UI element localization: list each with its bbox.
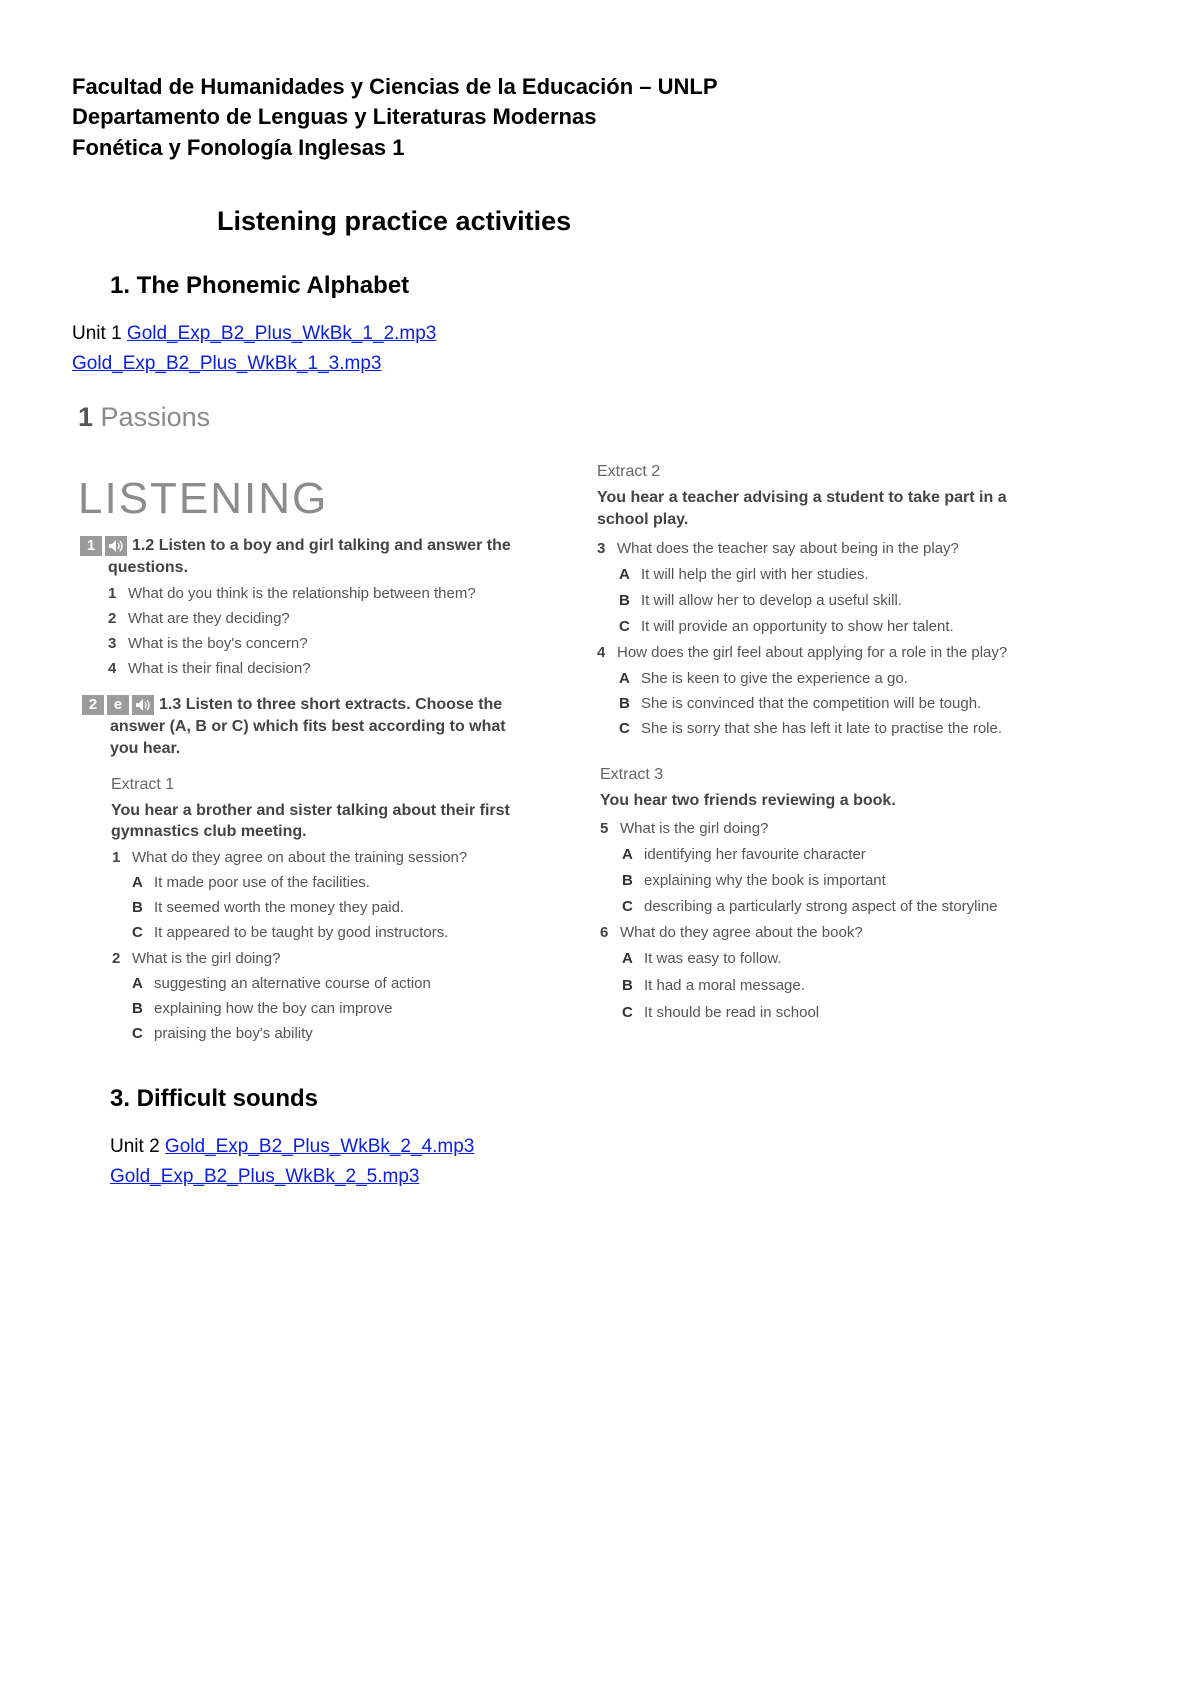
extract-3-intro: You hear two friends reviewing a book. bbox=[600, 792, 896, 809]
unit-title bbox=[78, 402, 210, 433]
answer-option bbox=[132, 998, 392, 1020]
option-letter: C bbox=[132, 1025, 143, 1042]
question-number: 1 bbox=[112, 849, 121, 866]
extract-2-intro-cont: school play. bbox=[597, 511, 689, 528]
e-badge: e bbox=[107, 695, 129, 715]
audio-link-2-5[interactable]: Gold_Exp_B2_Plus_WkBk_2_5.mp3 bbox=[110, 1166, 420, 1187]
exercise-2-instruction-cont: you hear. bbox=[110, 740, 181, 757]
extract-3-label: Extract 3 bbox=[600, 766, 664, 783]
department-line: Departamento de Lenguas y Literaturas Modernas bbox=[72, 104, 597, 129]
exercise-2 bbox=[82, 694, 502, 716]
question-text: What is the girl doing? bbox=[132, 950, 281, 967]
question-text: What is the girl doing? bbox=[620, 820, 769, 837]
unit-label: Unit 2 bbox=[110, 1136, 160, 1157]
question-text: What do they agree about the book? bbox=[620, 924, 863, 941]
option-letter: A bbox=[619, 566, 630, 583]
answer-option bbox=[619, 668, 908, 690]
unit-name: Passions bbox=[100, 402, 211, 432]
answer-option bbox=[622, 896, 998, 918]
option-text: suggesting an alternative course of action bbox=[154, 975, 431, 992]
exercise-1-instruction-cont: questions. bbox=[108, 559, 189, 576]
question-number: 4 bbox=[108, 660, 117, 677]
option-letter: C bbox=[622, 1004, 633, 1021]
option-text: It will allow her to develop a useful skill. bbox=[641, 592, 902, 609]
option-letter: A bbox=[622, 950, 633, 967]
answer-option bbox=[619, 564, 869, 586]
answer-option bbox=[619, 616, 954, 638]
question-text: What do they agree on about the training session? bbox=[132, 849, 468, 866]
exercise-2-instruction-cont: answer (A, B or C) which fits best according to what bbox=[110, 718, 506, 735]
answer-option bbox=[622, 975, 805, 997]
answer-option bbox=[622, 844, 866, 866]
exercise-1 bbox=[80, 535, 511, 557]
question-text: What does the teacher say about being in the play? bbox=[617, 540, 959, 557]
question-text: What do you think is the relationship between them? bbox=[128, 585, 476, 602]
audio-icon bbox=[132, 695, 154, 715]
option-letter: C bbox=[619, 618, 630, 635]
unit-label: Unit 1 bbox=[72, 323, 122, 344]
institution-line: Facultad de Humanidades y Ciencias de la Educación – UNLP bbox=[72, 74, 718, 99]
question bbox=[600, 818, 768, 840]
audio-link-1-3[interactable]: Gold_Exp_B2_Plus_WkBk_1_3.mp3 bbox=[72, 353, 382, 374]
option-letter: B bbox=[619, 592, 630, 609]
listening-heading: LISTENING bbox=[78, 474, 329, 523]
question-text: How does the girl feel about applying for a role in the play? bbox=[617, 644, 1008, 661]
option-text: explaining how the boy can improve bbox=[154, 1000, 393, 1017]
question bbox=[108, 633, 308, 655]
answer-option bbox=[619, 693, 981, 715]
question-number: 2 bbox=[108, 610, 117, 627]
extract-2-label: Extract 2 bbox=[597, 463, 661, 480]
option-letter: A bbox=[622, 846, 633, 863]
option-letter: B bbox=[622, 872, 633, 889]
option-text: identifying her favourite character bbox=[644, 846, 866, 863]
question-text: What is the boy's concern? bbox=[128, 635, 308, 652]
question bbox=[112, 847, 467, 869]
extract-2-intro: You hear a teacher advising a student to take part in a bbox=[597, 489, 1007, 506]
option-text: praising the boy's ability bbox=[154, 1025, 313, 1042]
question-number: 2 bbox=[112, 950, 121, 967]
answer-option bbox=[619, 718, 1002, 740]
answer-option bbox=[622, 870, 886, 892]
option-letter: B bbox=[622, 977, 633, 994]
audio-icon bbox=[105, 536, 127, 556]
section-3-links-line1 bbox=[110, 1136, 474, 1158]
answer-option bbox=[132, 897, 404, 919]
question bbox=[108, 658, 311, 680]
section-1-links-line1 bbox=[72, 323, 436, 345]
question-text: What is their final decision? bbox=[128, 660, 311, 677]
option-text: explaining why the book is important bbox=[644, 872, 886, 889]
question-number: 3 bbox=[597, 540, 606, 557]
option-text: It will help the girl with her studies. bbox=[641, 566, 869, 583]
unit-number: 1 bbox=[78, 402, 94, 432]
answer-option bbox=[622, 948, 782, 970]
option-text: It seemed worth the money they paid. bbox=[154, 899, 405, 916]
answer-option bbox=[132, 1023, 313, 1045]
option-letter: C bbox=[619, 720, 630, 737]
question bbox=[112, 948, 280, 970]
option-text: It had a moral message. bbox=[644, 977, 805, 994]
question bbox=[108, 583, 476, 605]
answer-option bbox=[619, 590, 902, 612]
option-text: It was easy to follow. bbox=[644, 950, 782, 967]
course-line: Fonética y Fonología Inglesas 1 bbox=[72, 135, 405, 160]
section-1-links-line2 bbox=[72, 353, 381, 375]
answer-option bbox=[132, 973, 431, 995]
option-letter: C bbox=[132, 924, 143, 941]
question-number: 1 bbox=[108, 585, 117, 602]
question bbox=[597, 642, 1007, 664]
option-text: It will provide an opportunity to show her talent. bbox=[641, 618, 954, 635]
section-1-heading: 1. The Phonemic Alphabet bbox=[110, 272, 410, 299]
question-number: 6 bbox=[600, 924, 609, 941]
answer-option bbox=[132, 872, 370, 894]
extract-1-intro-cont: gymnastics club meeting. bbox=[111, 823, 307, 840]
question bbox=[108, 608, 290, 630]
question bbox=[600, 922, 863, 944]
option-text: She is convinced that the competition will be tough. bbox=[641, 695, 982, 712]
option-letter: B bbox=[132, 1000, 143, 1017]
option-letter: A bbox=[132, 975, 143, 992]
question-text: What are they deciding? bbox=[128, 610, 290, 627]
option-letter: B bbox=[132, 899, 143, 916]
audio-link-2-4[interactable]: Gold_Exp_B2_Plus_WkBk_2_4.mp3 bbox=[164, 1136, 475, 1157]
option-text: describing a particularly strong aspect of the storyline bbox=[644, 898, 998, 915]
option-text: It should be read in school bbox=[644, 1004, 820, 1021]
audio-link-1-2[interactable]: Gold_Exp_B2_Plus_WkBk_1_2.mp3 bbox=[126, 323, 437, 344]
question-number: 4 bbox=[597, 644, 606, 661]
exercise-2-instruction: 1.3 Listen to three short extracts. Choose the bbox=[159, 696, 503, 713]
exercise-1-instruction: 1.2 Listen to a boy and girl talking and answer the bbox=[132, 537, 511, 554]
extract-1-label: Extract 1 bbox=[111, 776, 175, 793]
option-text: It appeared to be taught by good instructors. bbox=[154, 924, 449, 941]
option-letter: A bbox=[619, 670, 630, 687]
page-title: Listening practice activities bbox=[217, 206, 572, 236]
question-number: 3 bbox=[108, 635, 117, 652]
question bbox=[597, 538, 959, 560]
option-letter: A bbox=[132, 874, 143, 891]
exercise-number-badge: 2 bbox=[82, 695, 104, 715]
extract-1-intro: You hear a brother and sister talking about their first bbox=[111, 802, 510, 819]
option-text: She is sorry that she has left it late to practise the role. bbox=[641, 720, 1003, 737]
option-letter: B bbox=[619, 695, 630, 712]
answer-option bbox=[622, 1002, 819, 1024]
question-number: 5 bbox=[600, 820, 609, 837]
section-3-links-line2 bbox=[110, 1166, 419, 1188]
option-text: It made poor use of the facilities. bbox=[154, 874, 370, 891]
exercise-number-badge: 1 bbox=[80, 536, 102, 556]
section-3-heading: 3. Difficult sounds bbox=[110, 1085, 319, 1112]
option-letter: C bbox=[622, 898, 633, 915]
answer-option bbox=[132, 922, 448, 944]
option-text: She is keen to give the experience a go. bbox=[641, 670, 908, 687]
